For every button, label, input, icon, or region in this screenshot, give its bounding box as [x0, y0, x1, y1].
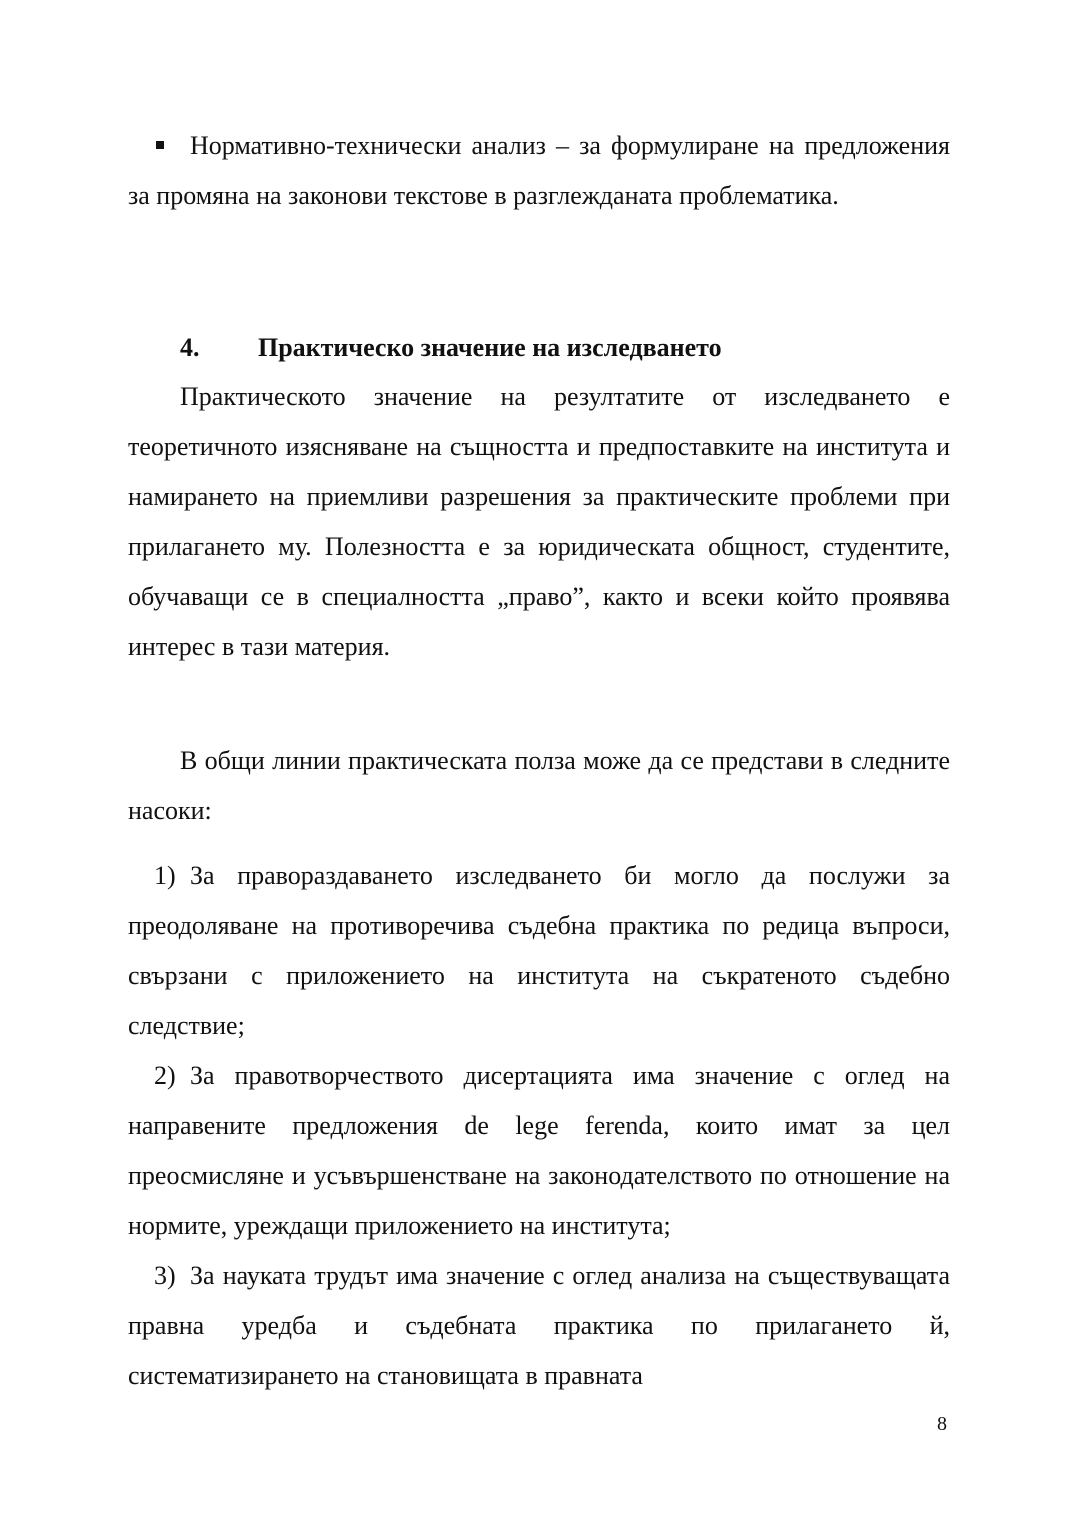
- list-item-number: 3): [154, 1261, 176, 1290]
- page-number: 8: [937, 1413, 947, 1435]
- paragraph-general-lines: В общи линии практическата полза може да се представи в следните насоки:: [128, 746, 950, 825]
- section-heading: [180, 323, 722, 373]
- list-item-number: 2): [154, 1061, 176, 1090]
- section-number: 4.: [180, 333, 200, 362]
- paragraph-practical-significance: Практическото значение на резултатите от изследването е теоретичното изясняване на същността и предпоставките на института и намирането на приемливи разрешения за практическите проблеми при прилагането му. Полезността е за юридическата общност, студентите, обучаващи се в специалността „право”, както и всеки който проявява интерес в тази материя.: [128, 382, 950, 661]
- square-bullet-icon: [156, 141, 164, 149]
- bullet-paragraph: [128, 121, 950, 221]
- bullet-paragraph-text: Нормативно-технически анализ – за формулиране на предложения за промяна на законови текстове в разглежданата проблематика.: [128, 131, 950, 210]
- list-item-text: За правораздаването изследването би могло да послужи за преодоляване на противоречива съдебна практика по редица въпроси, свързани с приложението на института на съкратеното съдебно следствие;: [128, 861, 950, 1040]
- list-item-text: За правотворчеството дисертацията има значение с оглед на направените предложения de lege ferenda, които имат за цел преосмисляне и усъвършенстване на законодателството по отношение на нормите, уреждащи приложението на института;: [128, 1061, 950, 1240]
- list-item-number: 1): [154, 861, 176, 890]
- list-item: [128, 851, 950, 1051]
- list-item: [128, 1051, 950, 1251]
- list-item: [128, 1251, 950, 1401]
- list-item-text: За науката трудът има значение с оглед анализа на съществуващата правна уредба и съдебната практика по прилагането й, систематизирането на становищата в правната: [128, 1261, 950, 1390]
- numbered-list: [128, 851, 950, 1401]
- section-title: Практическо значение на изследването: [258, 333, 722, 362]
